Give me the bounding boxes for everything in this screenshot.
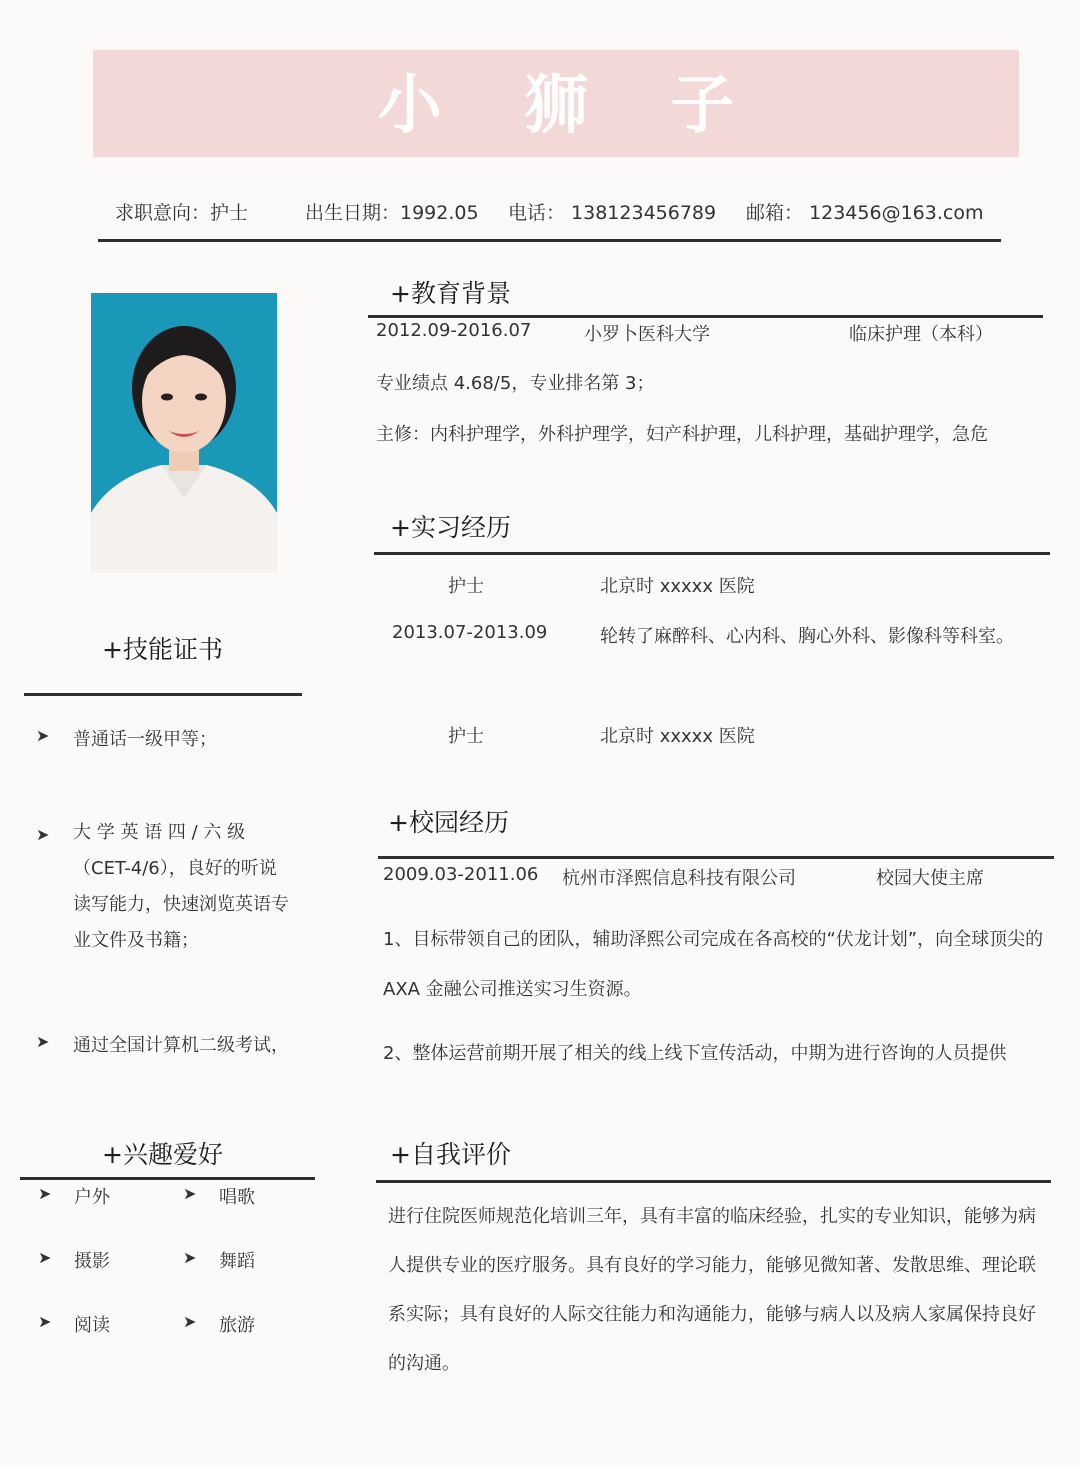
hobby-item: 阅读 [74, 1315, 110, 1336]
skill-item: 通过全国计算机二级考试， [73, 1035, 289, 1056]
internship-hospital: 北京时 xxxxx 医院 [600, 576, 755, 597]
hobby-item: 户外 [74, 1187, 110, 1208]
internship-description: 轮转了麻醉科、心内科、胸心外科、影像科等科室。 [600, 626, 1014, 647]
hobbies-divider [20, 1177, 315, 1180]
skill-item: 普通话一级甲等； [73, 729, 217, 750]
campus-company: 杭州市泽熙信息科技有限公司 [562, 868, 796, 889]
hobby-item: 舞蹈 [219, 1251, 255, 1272]
campus-position: 校园大使主席 [876, 868, 984, 889]
skill-item: 大 学 英 语 四 / 六 级（CET-4/6），良好的听说读写能力，快速浏览英语专业文件及书籍； [73, 822, 289, 951]
arrow-icon: ➤ [38, 1184, 52, 1203]
self-eval-text: 进行住院医师规范化培训三年，具有丰富的临床经验，扎实的专业知识，能够为病人提供专业的医疗服务。具有良好的学习能力，能够见微知著、发散思维、理论联系实际；具有良好的人际交往能力和沟通能力，能够与病人以及病人家属保持良好的沟通。 [388, 1206, 1036, 1374]
arrow-icon: ➤ [183, 1248, 197, 1267]
hobbies-title: +兴趣爱好 [102, 1140, 223, 1169]
hobby-item: 摄影 [74, 1251, 110, 1272]
internship-title: +实习经历 [390, 513, 511, 542]
education-title: +教育背景 [390, 279, 511, 308]
internship-divider [374, 552, 1050, 555]
arrow-icon: ➤ [36, 825, 50, 844]
arrow-icon: ➤ [183, 1312, 197, 1331]
arrow-icon: ➤ [36, 726, 50, 745]
self-eval-title: +自我评价 [390, 1140, 511, 1169]
education-divider [368, 315, 1043, 318]
hobby-item: 唱歌 [219, 1187, 255, 1208]
header-divider [98, 239, 1001, 242]
education-courses: 主修：内科护理学，外科护理学，妇产科护理，儿科护理，基础护理学，急危 [376, 424, 988, 445]
education-period: 2012.09-2016.07 [376, 320, 532, 341]
internship-role: 护士 [448, 726, 484, 747]
arrow-icon: ➤ [38, 1248, 52, 1267]
email: 邮箱： 123456@163.com [746, 202, 984, 224]
education-school: 小罗卜医科大学 [584, 324, 710, 345]
internship-period: 2013.07-2013.09 [392, 622, 548, 643]
arrow-icon: ➤ [38, 1312, 52, 1331]
arrow-icon: ➤ [36, 1032, 50, 1051]
internship-hospital: 北京时 xxxxx 医院 [600, 726, 755, 747]
hobby-item: 旅游 [219, 1315, 255, 1336]
campus-item: 2、整体运营前期开展了相关的线上线下宣传活动，中期为进行咨询的人员提供 [383, 1043, 1007, 1064]
arrow-icon: ➤ [183, 1184, 197, 1203]
internship-role: 护士 [448, 576, 484, 597]
self-eval-divider [376, 1180, 1051, 1183]
candidate-name: 小 狮 子 [377, 69, 765, 143]
person-illustration [91, 293, 277, 573]
phone: 电话： 138123456789 [508, 202, 717, 224]
skills-title: +技能证书 [102, 635, 223, 664]
skills-divider [24, 693, 302, 696]
campus-period: 2009.03-2011.06 [383, 864, 539, 885]
campus-divider [378, 856, 1054, 859]
profile-photo [91, 293, 277, 573]
job-intent: 求职意向：护士 [115, 202, 249, 224]
education-major: 临床护理（本科） [849, 324, 993, 345]
campus-item: 1、目标带领自己的团队，辅助泽熙公司完成在各高校的“伏龙计划”，向全球顶尖的 AXA 金融公司推送实习生资源。 [383, 929, 1044, 1000]
birth-date: 出生日期：1992.05 [305, 202, 479, 224]
education-gpa: 专业绩点 4.68/5，专业排名第 3； [376, 373, 655, 394]
campus-title: +校园经历 [388, 808, 509, 837]
